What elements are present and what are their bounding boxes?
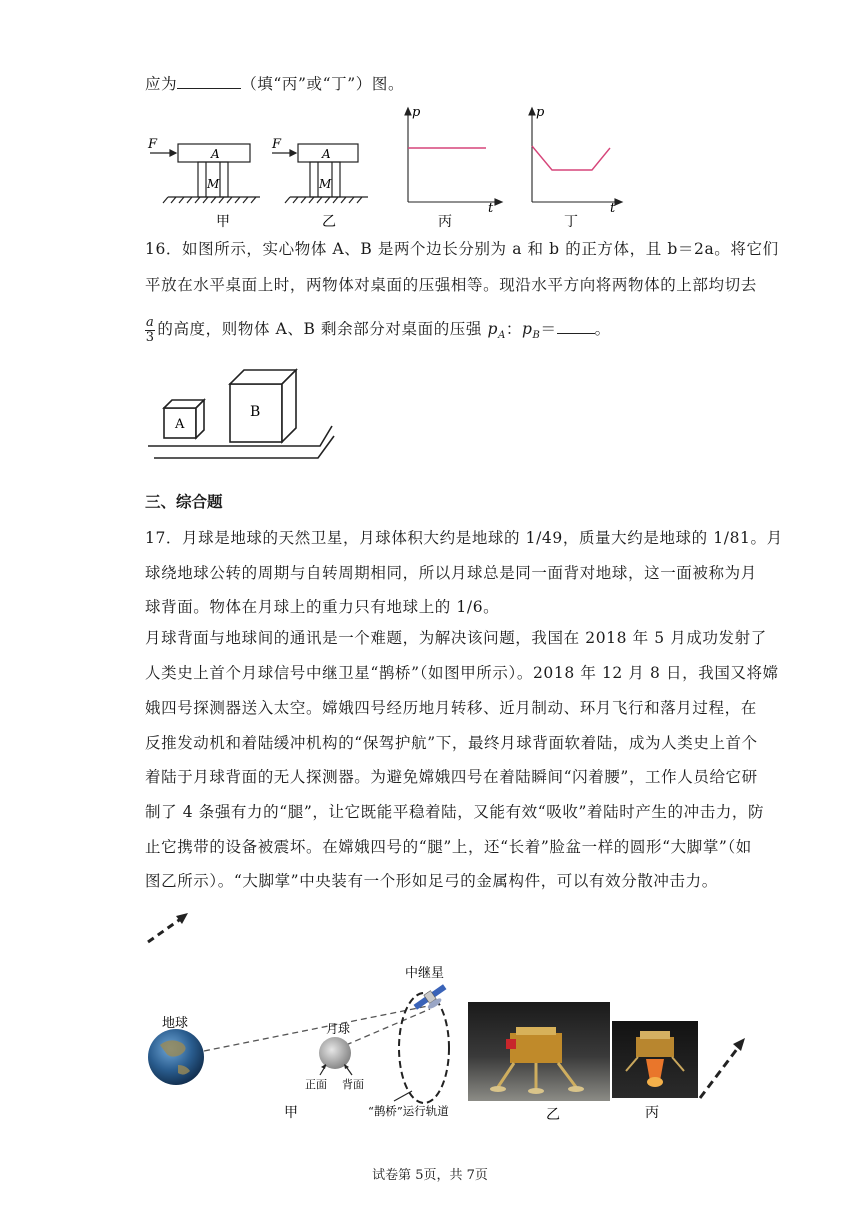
lander-photo-yi [468, 1002, 610, 1101]
q17-line: 娥四号探测器送入太空。嫦娥四号经历地月转移、近月制动、环月飞行和落月过程，在 [145, 699, 757, 717]
q17-line: 着陆于月球背面的无人探测器。为避免嫦娥四号在着陆瞬间“闪着腰”，工作人员给它研 [145, 768, 758, 786]
graph-bing-p: p [412, 105, 421, 120]
caption-yi: 乙 [322, 214, 336, 230]
q17-line: 17．月球是地球的天然卫星，月球体积大约是地球的 1/49，质量大约是地球的 1/81。月 [145, 529, 783, 547]
dashed-arrow-topleft-icon [148, 913, 188, 942]
graph-bing-t: t [488, 201, 494, 216]
dashed-arrow-bottomright-icon [700, 1038, 745, 1098]
caption-yi: 乙 [546, 1107, 560, 1123]
moon-icon [319, 1037, 351, 1069]
relay-satellite-icon [412, 983, 451, 1017]
q17-line: 球背面。物体在月球上的重力只有地球上的 1/6。 [145, 598, 500, 616]
label-F-jia: F [148, 137, 158, 152]
q16-fraction [145, 316, 155, 345]
q17-line: 止它携带的设备被震坏。在嫦娥四号的“腿”上，还“长着”脸盆一样的圆形“大脚掌”（如 [145, 838, 752, 856]
earth-icon [148, 1029, 204, 1085]
caption-bing: 丙 [645, 1105, 659, 1121]
q16-period: 。 [594, 320, 611, 338]
graph-ding [529, 108, 622, 205]
lander-photo-bing [612, 1021, 698, 1098]
label-M-jia: M [207, 177, 220, 191]
q17-figure [130, 905, 770, 1130]
q15-figure [140, 102, 630, 232]
q16-line-1: 16．如图所示，实心物体 A、B 是两个边长分别为 a 和 b 的正方体，且 b＝2a。将它们 [145, 240, 779, 258]
q17-line: 月球背面与地球间的通讯是一个难题，为解决该问题，我国在 2018 年 5 月成功发射了 [145, 629, 767, 647]
q16-answer-blank[interactable] [557, 320, 595, 334]
label-A-jia: A [211, 147, 220, 161]
graph-ding-p: p [536, 105, 545, 120]
pB-symbol: p [522, 320, 533, 338]
frac-denominator: 3 [145, 329, 155, 345]
q16-colon: ： [505, 320, 522, 338]
q16-figure [140, 360, 340, 470]
q17-line: 球绕地球公转的周期与自转周期相同，所以月球总是同一面背对地球，这一面被称为月 [145, 564, 757, 582]
caption-ding: 丁 [564, 214, 578, 230]
earth-label: 地球 [162, 1016, 189, 1031]
label-A-yi: A [322, 147, 331, 161]
q15-line [145, 74, 404, 94]
label-M-yi: M [319, 177, 332, 191]
relay-label: 中继星 [405, 966, 445, 981]
graph-ding-t: t [610, 201, 616, 216]
q17-line: 图乙所示）。“大脚掌”中央装有一个形如足弓的金属构件，可以有效分散冲击力。 [145, 872, 718, 890]
apparatus-jia [150, 144, 260, 203]
page-footer: 试卷第 5页，共 7页 [372, 1168, 488, 1183]
caption-jia: 甲 [284, 1105, 298, 1121]
q17-line: 人类史上首个月球信号中继卫星“鹊桥”（如图甲所示）。2018 年 12 月 8 日，我国又将嫦 [145, 664, 779, 682]
moon-label: 月球 [326, 1022, 351, 1036]
caption-bing: 丙 [438, 214, 452, 230]
caption-jia: 甲 [216, 214, 230, 230]
q16-equals: ＝ [540, 320, 557, 338]
q16-line-2: 平放在水平桌面上时，两物体对桌面的压强相等。现沿水平方向将两物体的上部均切去 [145, 276, 757, 294]
q16-line-3 [145, 310, 611, 355]
q15-text-a: 应为 [145, 75, 178, 93]
q17-line: 制了 4 条强有力的“腿”，让它既能平稳着陆，又能有效“吸收”着陆时产生的冲击力，防 [145, 803, 765, 821]
back-label: 背面 [342, 1078, 364, 1091]
pB-sub: B [532, 330, 541, 342]
relay-orbit [399, 993, 449, 1103]
frac-numerator: a [146, 314, 155, 330]
q15-text-b: （填“丙”或“丁”）图。 [241, 75, 405, 93]
pA-sub: A [498, 330, 506, 342]
pA-symbol: p [487, 320, 499, 338]
q16-text-a: 的高度，则物体 A、B 剩余部分对桌面的压强 [157, 320, 488, 338]
orbit-label: “鹊桥”运行轨道 [368, 1104, 449, 1118]
cube-A-label: A [175, 417, 185, 432]
q15-answer-blank[interactable] [177, 75, 241, 89]
label-F-yi: F [272, 137, 282, 152]
apparatus-yi [272, 144, 368, 203]
graph-bing [405, 108, 502, 205]
q17-line: 反推发动机和着陆缓冲机构的“保驾护航”下，最终月球背面软着陆，成为人类史上首个 [145, 734, 758, 752]
graph-ding-curve [532, 146, 610, 170]
section-title: 三、综合题 [145, 493, 223, 511]
cube-B-label: B [250, 404, 261, 420]
front-label: 正面 [305, 1078, 327, 1091]
